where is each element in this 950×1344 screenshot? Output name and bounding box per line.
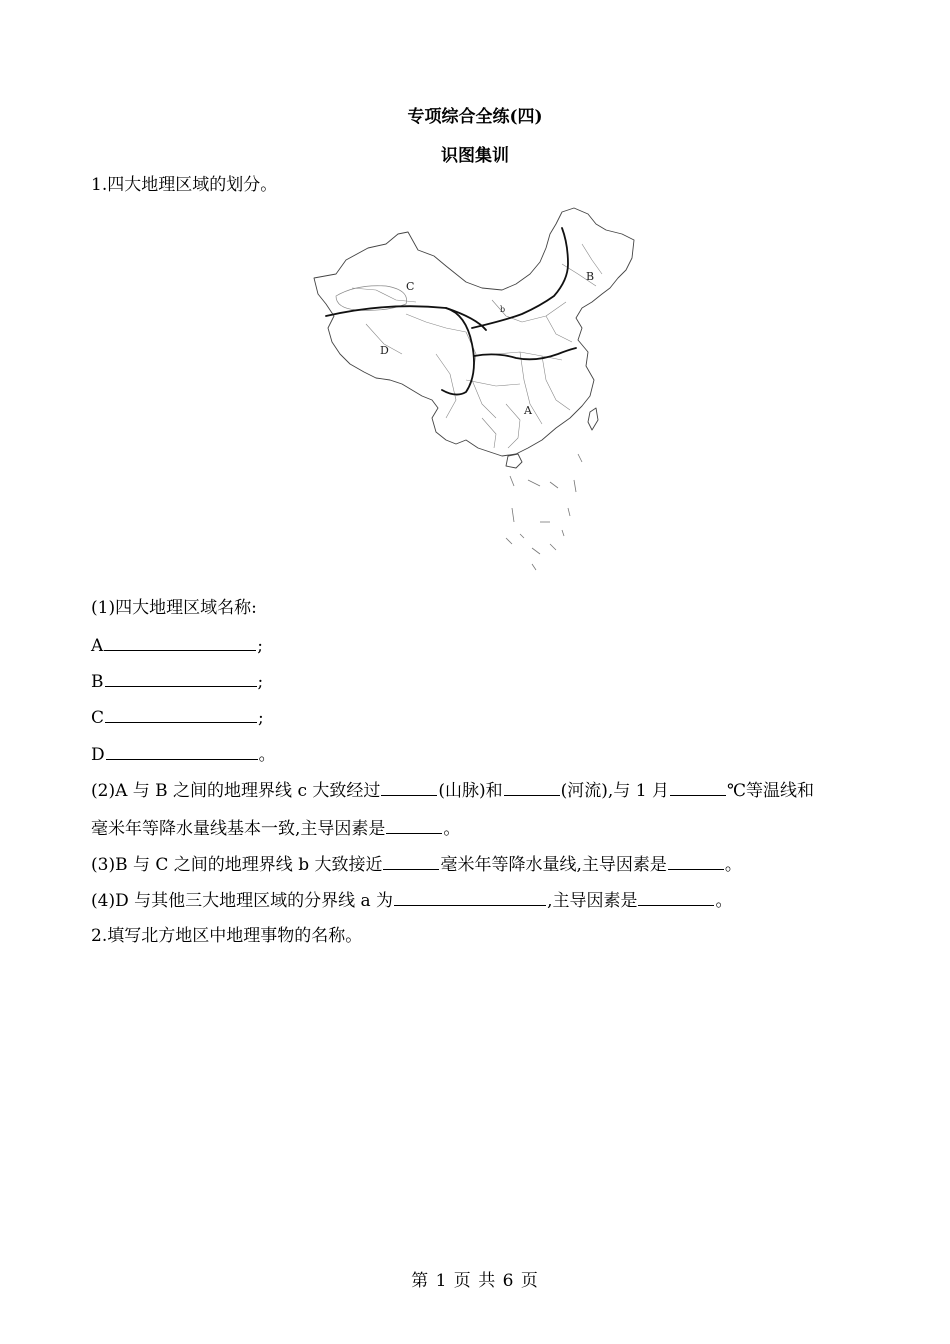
boundary-b (472, 228, 568, 328)
boundary-c (474, 348, 576, 359)
answer-line-C: C ; (91, 704, 871, 730)
page-title: 专项综合全练(四) (407, 107, 543, 127)
hainan-island (506, 454, 522, 468)
answer-blank-A[interactable] (104, 632, 256, 651)
blank-factor-c[interactable] (386, 815, 442, 834)
china-outline (314, 208, 634, 456)
taiwan-island (588, 408, 598, 430)
q1-part2-line1: (2)A 与 B 之间的地理界线 c 大致经过 (山脉)和 (河流),与 1 月 ℃等温线和 (91, 777, 871, 803)
blank-precip-b[interactable] (383, 851, 439, 870)
q1-part4: (4)D 与其他三大地理区域的分界线 a 为 ,主导因素是 。 (91, 887, 871, 913)
answer-line-A: A ; (91, 632, 871, 658)
blank-boundary-a[interactable] (394, 887, 546, 906)
q1-part2-line2: 毫米年等降水量线基本一致,主导因素是 。 (91, 815, 871, 841)
section-subtitle: 识图集训 (441, 146, 509, 166)
blank-mountain[interactable] (381, 777, 437, 796)
page-footer: 第 1 页 共 6 页 (411, 1271, 539, 1291)
answer-blank-C[interactable] (105, 704, 257, 723)
map-label-B: B (586, 270, 595, 283)
answer-blank-D[interactable] (106, 741, 258, 760)
q1-part1-intro: (1)四大地理区域名称: (91, 598, 257, 618)
map-label-C: C (406, 280, 415, 293)
blank-river[interactable] (504, 777, 560, 796)
question-2-prompt: 2.填写北方地区中地理事物的名称。 (91, 926, 363, 946)
q1-part3: (3)B 与 C 之间的地理界线 b 大致接近 毫米年等降水量线,主导因素是 。 (91, 851, 871, 877)
blank-factor-a[interactable] (638, 887, 714, 906)
answer-blank-B[interactable] (105, 668, 257, 687)
answer-line-B: B ; (91, 668, 871, 694)
blank-factor-b[interactable] (668, 851, 724, 870)
china-regions-map (306, 204, 646, 574)
map-label-b: b (500, 305, 506, 314)
answer-line-D: D 。 (91, 741, 871, 767)
blank-isotherm[interactable] (670, 777, 726, 796)
map-label-D: D (380, 344, 389, 357)
map-label-A: A (524, 404, 532, 417)
question-1-prompt: 1.四大地理区域的划分。 (91, 175, 278, 195)
